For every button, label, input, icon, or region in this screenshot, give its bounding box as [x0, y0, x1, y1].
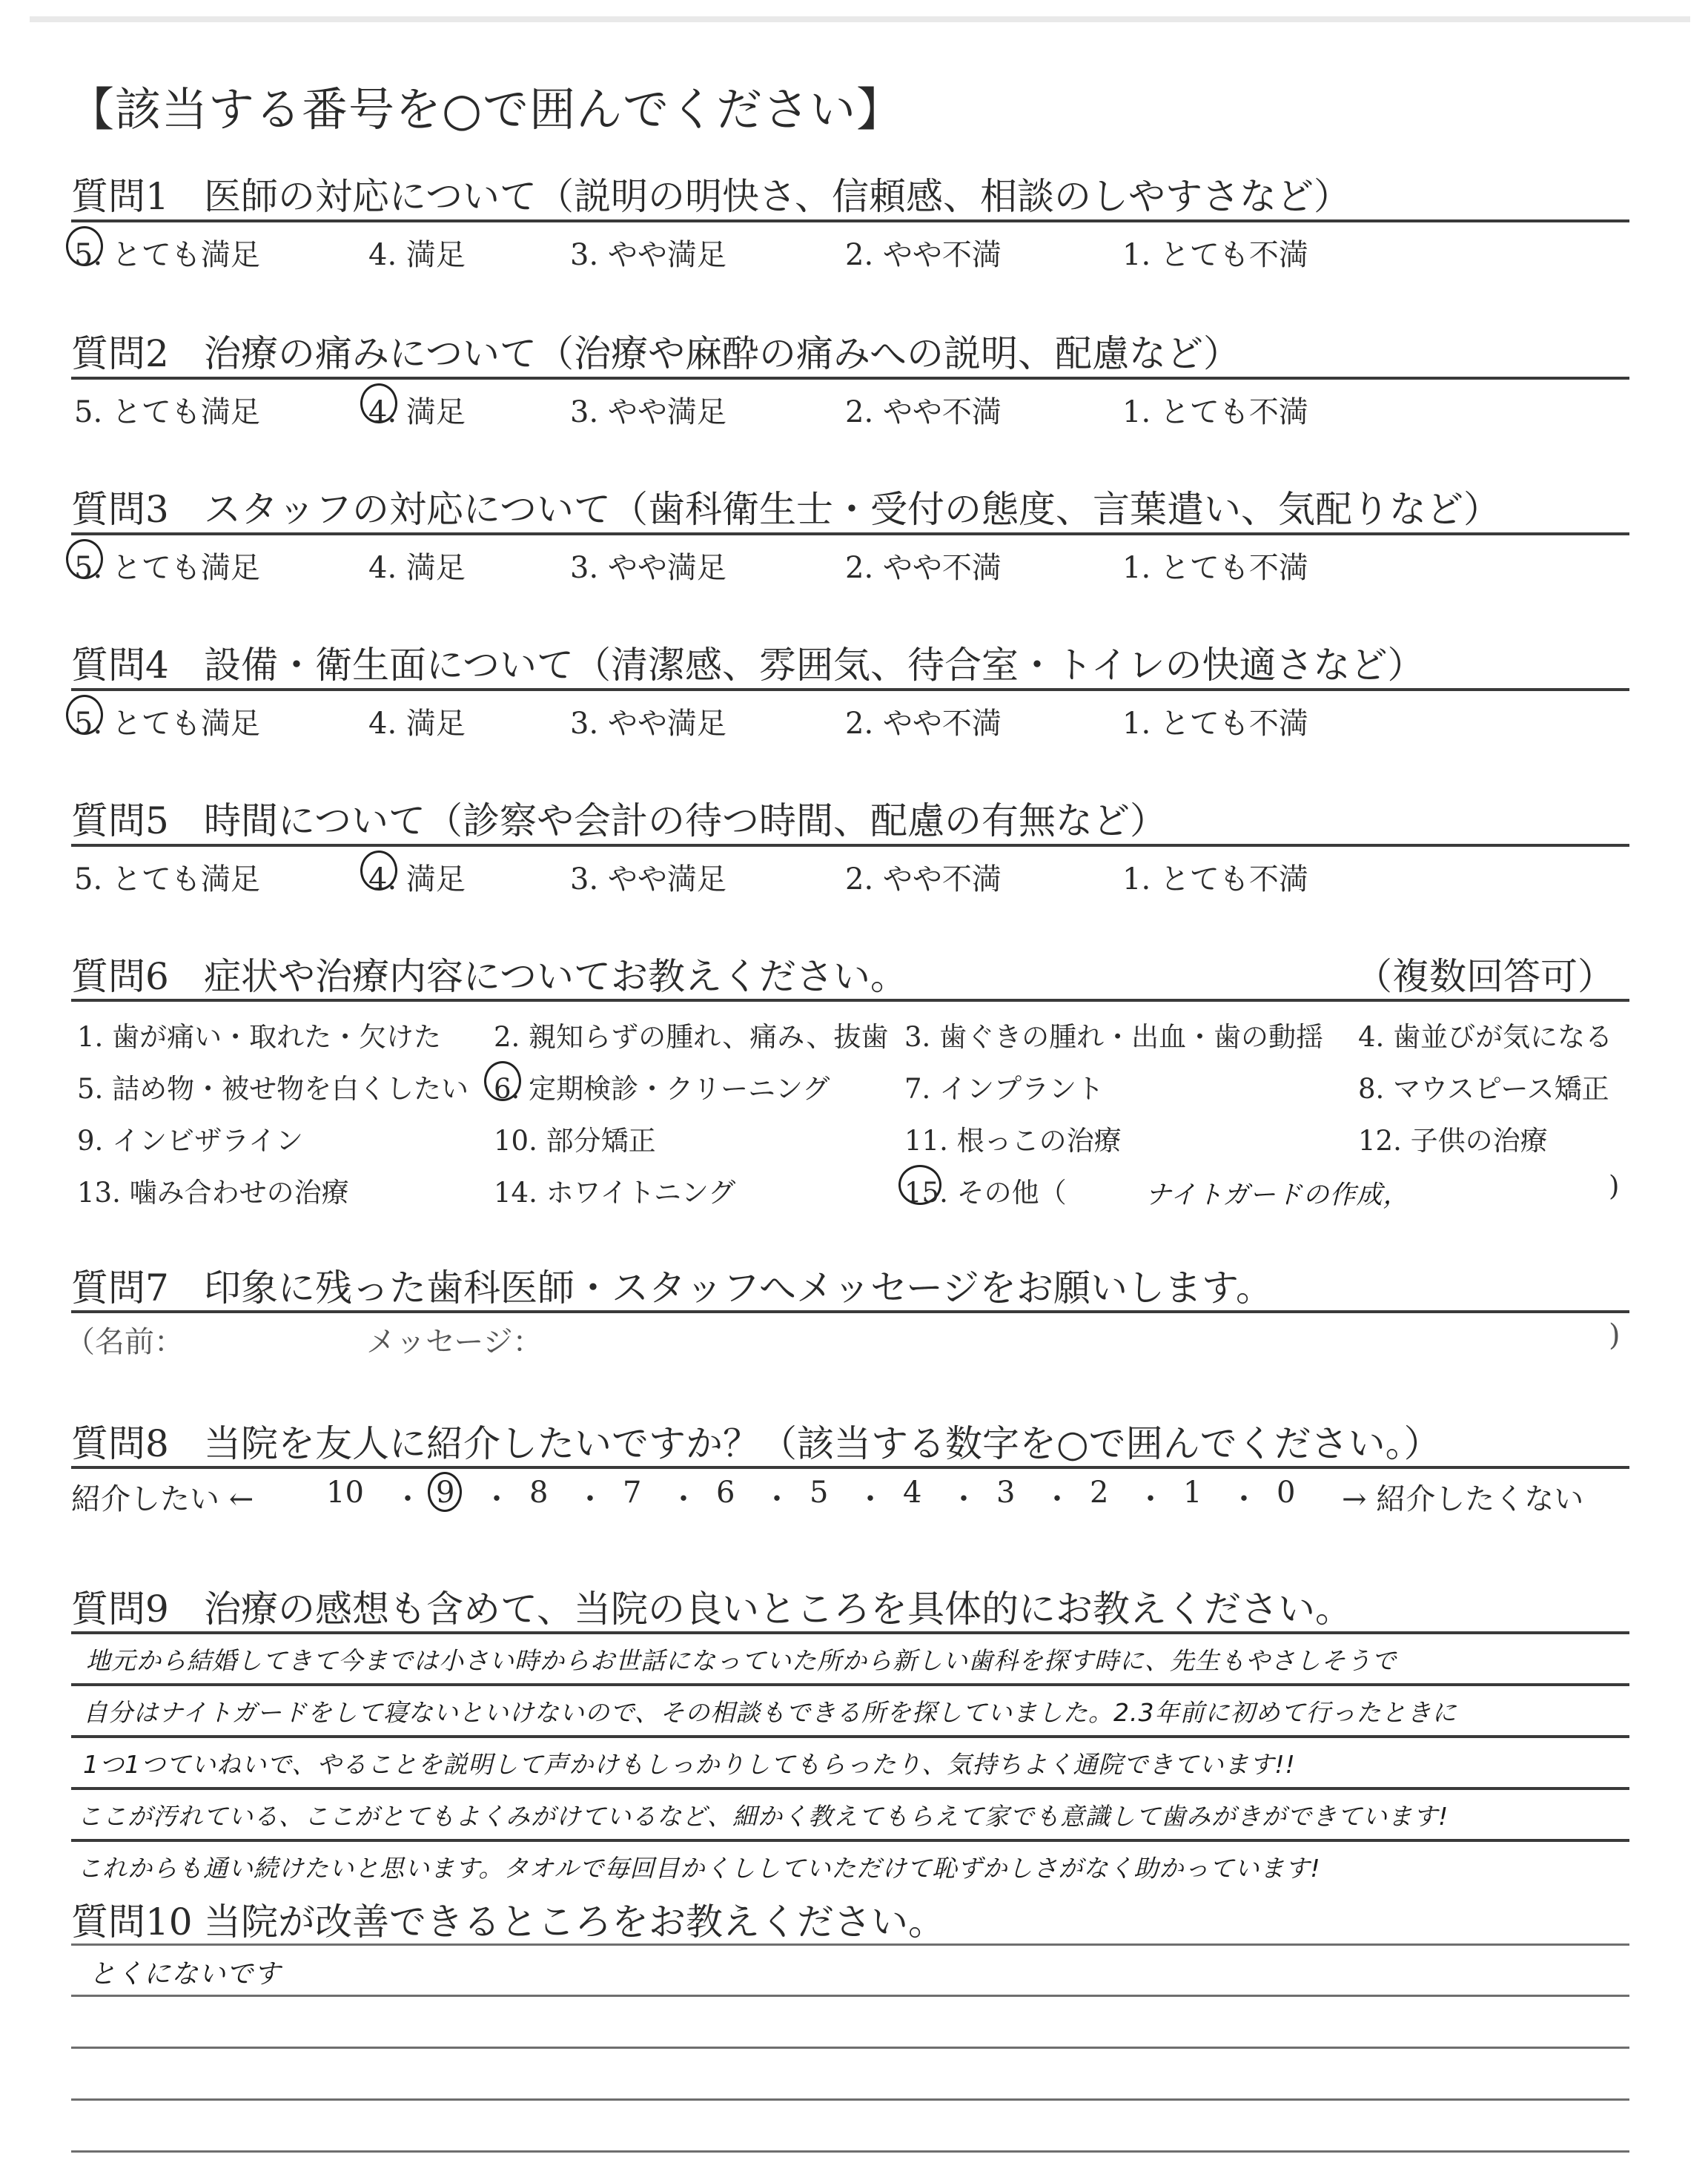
- q9-answer-line-3: 1つ1つていねいで、やることを説明して声かけもしっかりしてもらったり、気持ちよく通院できています!!: [83, 1750, 1296, 1779]
- q5-text: 時間について（診察や会計の待つ時間、配慮の有無など）: [204, 799, 1167, 842]
- q6-option-8[interactable]: 8. マウスピース矯正: [1358, 1073, 1609, 1105]
- q9-line-0: [71, 1631, 1629, 1634]
- q7-message-label: メッセージ：: [366, 1325, 543, 1359]
- q1-option-5[interactable]: 5. とても満足: [74, 238, 260, 272]
- q2-option-1[interactable]: 1. とても不満: [1122, 395, 1308, 429]
- q6-option-3[interactable]: 3. 歯ぐきの腫れ・出血・歯の動揺: [904, 1021, 1324, 1053]
- q5-option-5[interactable]: 5. とても満足: [74, 862, 260, 896]
- q8-scale-dot: ・: [1136, 1482, 1165, 1516]
- q8-scale-dot: ・: [482, 1482, 512, 1516]
- q1-label: 質問1: [71, 175, 169, 218]
- q8-scale-3[interactable]: 3: [996, 1476, 1016, 1510]
- q4-label: 質問4: [71, 644, 169, 687]
- q8-scale-5[interactable]: 5: [810, 1476, 829, 1510]
- q2-label: 質問2: [71, 332, 169, 375]
- q3-underline: [71, 532, 1629, 535]
- q9-line-3: [71, 1787, 1629, 1790]
- q10-line-2: [71, 2047, 1629, 2049]
- q10-line-0: [71, 1943, 1629, 1946]
- q3-text: スタッフの対応について（歯科衛生士・受付の態度、言葉遣い、気配りなど）: [204, 488, 1500, 531]
- q9-line-4: [71, 1839, 1629, 1842]
- q6-option-15-close: ): [1609, 1170, 1620, 1202]
- q8-scale-10[interactable]: 10: [326, 1476, 364, 1510]
- q6-option-1[interactable]: 1. 歯が痛い・取れた・欠けた: [77, 1021, 442, 1053]
- q8-scale-6[interactable]: 6: [716, 1476, 735, 1510]
- q1-option-4[interactable]: 4. 満足: [368, 238, 466, 272]
- q10-label: 質問10: [71, 1900, 193, 1943]
- q5-option-4[interactable]: 4. 満足: [368, 862, 466, 896]
- q9-line-1: [71, 1683, 1629, 1686]
- q1-option-1[interactable]: 1. とても不満: [1122, 238, 1308, 272]
- q10-text: 当院が改善できるところをお教えください。: [204, 1900, 945, 1943]
- q6-other-handwritten: ナイトガードの作成，: [1145, 1180, 1410, 1210]
- q9-answer-line-4: ここが汚れている、ここがとてもよくみがけているなど、細かく教えてもらえて家でも意識して歯みがきができています!: [77, 1802, 1449, 1831]
- q8-scale-dot: ・: [855, 1482, 885, 1516]
- q6-option-7[interactable]: 7. インプラント: [904, 1073, 1105, 1105]
- q4-option-5[interactable]: 5. とても満足: [74, 707, 260, 741]
- q2-option-4[interactable]: 4. 満足: [368, 395, 466, 429]
- q6-option-4[interactable]: 4. 歯並びが気になる: [1358, 1021, 1613, 1053]
- q4-underline: [71, 688, 1629, 691]
- q2-option-2[interactable]: 2. やや不満: [845, 395, 1002, 429]
- q9-answer-line-5: これからも通い続けたいと思います。タオルで毎回目かくししていただけて恥ずかしさがなく助かっています!: [77, 1854, 1321, 1883]
- q8-label: 質問8: [71, 1422, 169, 1465]
- q4-text: 設備・衛生面について（清潔感、雰囲気、待合室・トイレの快適さなど）: [204, 644, 1425, 687]
- q6-option-2[interactable]: 2. 親知らずの腫れ、痛み、抜歯: [494, 1021, 889, 1053]
- q3-option-3[interactable]: 3. やや満足: [570, 551, 726, 585]
- q6-option-9[interactable]: 9. インビザライン: [77, 1125, 303, 1157]
- q6-underline: [71, 999, 1629, 1002]
- q6-note: （複数回答可）: [1355, 955, 1615, 998]
- q2-option-3[interactable]: 3. やや満足: [570, 395, 726, 429]
- q9-label: 質問9: [71, 1588, 169, 1631]
- q5-underline: [71, 844, 1629, 847]
- q8-underline: [71, 1466, 1629, 1469]
- q9-line-2: [71, 1735, 1629, 1738]
- q8-scale-8[interactable]: 8: [529, 1476, 549, 1510]
- q2-option-5[interactable]: 5. とても満足: [74, 395, 260, 429]
- q2-text: 治療の痛みについて（治療や麻酔の痛みへの説明、配慮など）: [204, 332, 1240, 375]
- page-top-edge: [30, 16, 1690, 22]
- q10-answer: とくにないです: [89, 1959, 282, 1989]
- q1-option-2[interactable]: 2. やや不満: [845, 238, 1002, 272]
- q9-answer-line-1: 地元から結婚してきて今までは小さい時からお世話になっていた所から新しい歯科を探す時に、先生もやさしそうで: [86, 1646, 1397, 1675]
- q7-text: 印象に残った歯科医師・スタッフへメッセージをお願いします。: [204, 1266, 1273, 1309]
- q5-option-3[interactable]: 3. やや満足: [570, 862, 726, 896]
- q9-answer-line-2: 自分はナイトガードをして寝ないといけないので、その相談もできる所を探していました。2.3年前に初めて行ったときに: [83, 1698, 1457, 1727]
- form-title: 【該当する番号を○で囲んでください】: [68, 82, 904, 136]
- q8-scale-9[interactable]: 9: [436, 1476, 455, 1510]
- q6-option-12[interactable]: 12. 子供の治療: [1358, 1125, 1548, 1157]
- q5-label: 質問5: [71, 799, 169, 842]
- q9-text: 治療の感想も含めて、当院の良いところを具体的にお教えください。: [204, 1588, 1352, 1631]
- q8-scale-dot: ・: [1042, 1482, 1072, 1516]
- q4-option-2[interactable]: 2. やや不満: [845, 707, 1002, 741]
- q3-option-5[interactable]: 5. とても満足: [74, 551, 260, 585]
- q10-line-4: [71, 2150, 1629, 2153]
- q10-line-1: [71, 1995, 1629, 1997]
- q8-scale-7[interactable]: 7: [623, 1476, 642, 1510]
- q6-option-10[interactable]: 10. 部分矯正: [494, 1125, 656, 1157]
- q6-option-5[interactable]: 5. 詰め物・被せ物を白くしたい: [77, 1073, 469, 1105]
- q3-option-2[interactable]: 2. やや不満: [845, 551, 1002, 585]
- q7-label: 質問7: [71, 1266, 169, 1309]
- q8-scale-2[interactable]: 2: [1090, 1476, 1109, 1510]
- q4-option-4[interactable]: 4. 満足: [368, 707, 466, 741]
- q8-scale-dot: ・: [949, 1482, 979, 1516]
- q3-label: 質問3: [71, 488, 169, 531]
- q8-scale-dot: ・: [762, 1482, 792, 1516]
- q7-underline: [71, 1310, 1629, 1313]
- q1-underline: [71, 219, 1629, 222]
- q1-text: 医師の対応について（説明の明快さ、信頼感、相談のしやすさなど）: [204, 175, 1351, 218]
- q10-line-3: [71, 2098, 1629, 2101]
- q5-option-1[interactable]: 1. とても不満: [1122, 862, 1308, 896]
- q6-option-13[interactable]: 13. 噛み合わせの治療: [77, 1177, 349, 1209]
- q1-option-3[interactable]: 3. やや満足: [570, 238, 726, 272]
- q8-scale-0[interactable]: 0: [1277, 1476, 1296, 1510]
- q8-scale-4[interactable]: 4: [903, 1476, 922, 1510]
- q8-scale-dot: ・: [1229, 1482, 1259, 1516]
- q6-option-11[interactable]: 11. 根っこの治療: [904, 1125, 1122, 1157]
- q8-scale-dot: ・: [575, 1482, 605, 1516]
- q8-scale-1[interactable]: 1: [1183, 1476, 1202, 1510]
- q3-option-4[interactable]: 4. 満足: [368, 551, 466, 585]
- q4-option-1[interactable]: 1. とても不満: [1122, 707, 1308, 741]
- q8-scale-dot: ・: [393, 1482, 423, 1516]
- q6-option-6[interactable]: 6. 定期検診・クリーニング: [494, 1073, 830, 1105]
- q4-option-3[interactable]: 3. やや満足: [570, 707, 726, 741]
- q6-label: 質問6: [71, 955, 169, 998]
- q3-option-1[interactable]: 1. とても不満: [1122, 551, 1308, 585]
- q8-scale-dot: ・: [669, 1482, 698, 1516]
- q5-option-2[interactable]: 2. やや不満: [845, 862, 1002, 896]
- q6-option-14[interactable]: 14. ホワイトニング: [494, 1177, 736, 1209]
- q8-text: 当院を友人に紹介したいですか？（該当する数字を○で囲んでください。）: [204, 1422, 1441, 1465]
- q8-left-label: 紹介したい ←: [71, 1482, 254, 1516]
- q6-option-15[interactable]: 15. その他（: [904, 1177, 1067, 1209]
- q7-close-paren: ): [1609, 1318, 1621, 1353]
- q8-right-label: → 紹介したくない: [1342, 1482, 1584, 1516]
- q2-underline: [71, 377, 1629, 380]
- q6-text: 症状や治療内容についてお教えください。: [204, 955, 907, 998]
- q7-name-label: （名前：: [65, 1325, 184, 1359]
